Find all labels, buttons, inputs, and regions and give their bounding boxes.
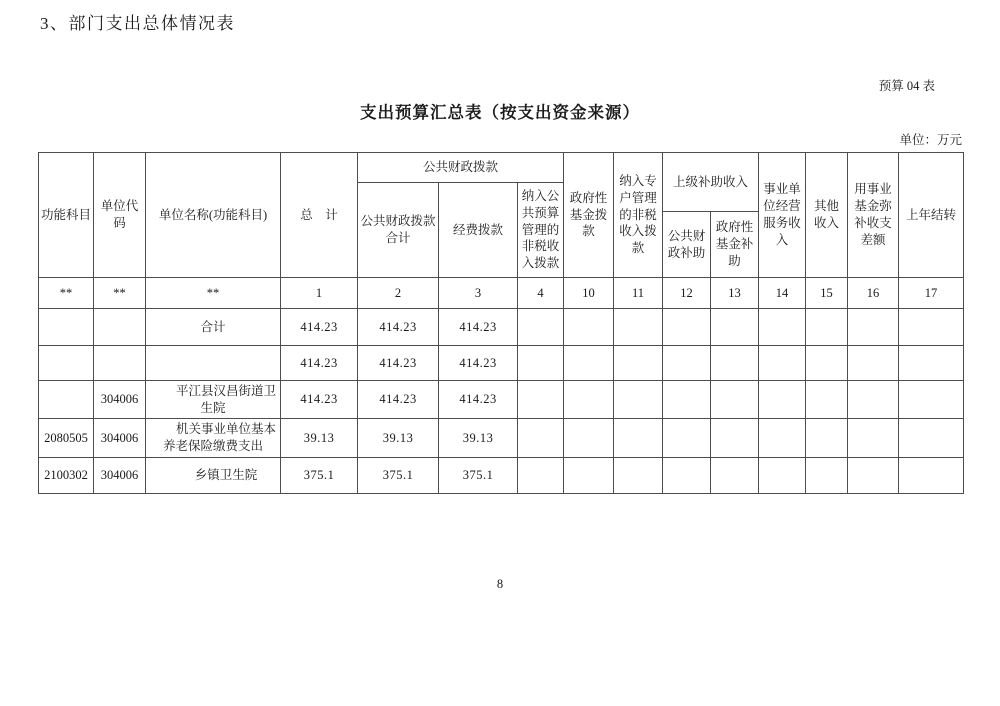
- header-nontax-special-account: 纳入专户管理的非税收入拨款: [614, 153, 663, 278]
- function-code-cell: [39, 381, 94, 419]
- unit-name-cell: 合计: [146, 309, 281, 346]
- table-cell: [564, 458, 614, 494]
- table-cell: [899, 419, 964, 458]
- unit-name-cell: 机关事业单位基本养老保险缴费支出: [146, 419, 281, 458]
- table-cell: [759, 346, 806, 381]
- header-operating-income: 事业单位经营服务收入: [759, 153, 806, 278]
- table-cell: [614, 309, 663, 346]
- table-cell: [518, 346, 564, 381]
- index-cell: 17: [899, 278, 964, 309]
- index-cell: 15: [806, 278, 848, 309]
- index-cell: **: [39, 278, 94, 309]
- table-cell: [848, 309, 899, 346]
- table-cell: [614, 458, 663, 494]
- table-cell: [899, 346, 964, 381]
- index-cell: 11: [614, 278, 663, 309]
- table-cell: [564, 419, 614, 458]
- table-cell: [663, 419, 711, 458]
- index-cell: 1: [281, 278, 358, 309]
- table-cell: [759, 381, 806, 419]
- header-group-public-finance: 公共财政拨款: [358, 153, 564, 183]
- header-row-1: [39, 153, 964, 183]
- table-cell: [564, 346, 614, 381]
- table-row: [39, 419, 964, 458]
- header-public-finance-subtotal: 公共财政拨款合计: [358, 183, 439, 278]
- table-title: 支出预算汇总表（按支出资金来源）: [360, 103, 640, 122]
- table-cell: [663, 346, 711, 381]
- expense-cell: 414.23: [439, 309, 518, 346]
- table-cell: [711, 419, 759, 458]
- table-cell: [518, 381, 564, 419]
- header-group-superior-subsidy: 上级补助收入: [663, 153, 759, 212]
- total-cell: 375.1: [281, 458, 358, 494]
- total-cell: 414.23: [281, 381, 358, 419]
- header-gov-fund-appropriation: 政府性基金拨款: [564, 153, 614, 278]
- unit-code-cell: 304006: [94, 381, 146, 419]
- pf-subtotal-cell: 414.23: [358, 309, 439, 346]
- expense-cell: 39.13: [439, 419, 518, 458]
- unit-code-cell: [94, 309, 146, 346]
- budget-summary-table: [38, 152, 964, 494]
- table-cell: [899, 381, 964, 419]
- page-number: 8: [496, 577, 504, 591]
- unit-code-cell: 304006: [94, 458, 146, 494]
- expense-cell: 414.23: [439, 381, 518, 419]
- function-code-cell: 2080505: [39, 419, 94, 458]
- table-cell: [564, 381, 614, 419]
- table-cell: [518, 309, 564, 346]
- table-cell: [518, 458, 564, 494]
- table-cell: [848, 381, 899, 419]
- unit-name-cell: [146, 346, 281, 381]
- header-unit-name: 单位名称(功能科目): [146, 153, 281, 278]
- unit-code-cell: 304006: [94, 419, 146, 458]
- header-prev-year-carryover: 上年结转: [899, 153, 964, 278]
- header-unit-code: 单位代码: [94, 153, 146, 278]
- table-cell: [711, 346, 759, 381]
- table-cell: [848, 458, 899, 494]
- table-cell: [614, 346, 663, 381]
- total-cell: 39.13: [281, 419, 358, 458]
- unit-name-cell: 平江县汉昌街道卫生院: [146, 381, 281, 419]
- budget-table-code: 预算 04 表: [878, 79, 935, 93]
- header-other-income: 其他收入: [806, 153, 848, 278]
- table-cell: [518, 419, 564, 458]
- unit-code-cell: [94, 346, 146, 381]
- table-cell: [663, 458, 711, 494]
- table-cell: [848, 346, 899, 381]
- table-cell: [759, 458, 806, 494]
- pf-subtotal-cell: 39.13: [358, 419, 439, 458]
- index-cell: 3: [439, 278, 518, 309]
- header-expense-appropriation: 经费拨款: [439, 183, 518, 278]
- index-cell: **: [146, 278, 281, 309]
- table-row: [39, 309, 964, 346]
- header-gov-fund-subsidy: 政府性基金补助: [711, 212, 759, 278]
- table-cell: [663, 309, 711, 346]
- function-code-cell: [39, 346, 94, 381]
- unit-note: 单位：万元: [899, 133, 962, 147]
- table-cell: [711, 458, 759, 494]
- header-nontax-public-budget: 纳入公共预算管理的非税收入拨款: [518, 183, 564, 278]
- pf-subtotal-cell: 414.23: [358, 346, 439, 381]
- index-cell: 2: [358, 278, 439, 309]
- pf-subtotal-cell: 375.1: [358, 458, 439, 494]
- column-index-row: [39, 278, 964, 309]
- index-cell: **: [94, 278, 146, 309]
- section-heading: 3、部门支出总体情况表: [40, 14, 235, 33]
- table-cell: [759, 419, 806, 458]
- table-cell: [899, 458, 964, 494]
- header-fund-deficit-cover: 用事业基金弥补收支差额: [848, 153, 899, 278]
- expense-cell: 414.23: [439, 346, 518, 381]
- table-cell: [806, 346, 848, 381]
- table-cell: [806, 458, 848, 494]
- table-cell: [899, 309, 964, 346]
- table-row: [39, 458, 964, 494]
- table-row: [39, 346, 964, 381]
- index-cell: 16: [848, 278, 899, 309]
- pf-subtotal-cell: 414.23: [358, 381, 439, 419]
- table-cell: [848, 419, 899, 458]
- unit-name-cell: 乡镇卫生院: [146, 458, 281, 494]
- table-cell: [759, 309, 806, 346]
- index-cell: 13: [711, 278, 759, 309]
- total-cell: 414.23: [281, 346, 358, 381]
- function-code-cell: [39, 309, 94, 346]
- header-total: 总 计: [281, 153, 358, 278]
- index-cell: 14: [759, 278, 806, 309]
- table-cell: [711, 309, 759, 346]
- table-cell: [806, 381, 848, 419]
- table-cell: [806, 309, 848, 346]
- table-cell: [564, 309, 614, 346]
- index-cell: 4: [518, 278, 564, 309]
- function-code-cell: 2100302: [39, 458, 94, 494]
- total-cell: 414.23: [281, 309, 358, 346]
- table-cell: [614, 381, 663, 419]
- index-cell: 12: [663, 278, 711, 309]
- header-public-finance-subsidy: 公共财政补助: [663, 212, 711, 278]
- table-row: [39, 381, 964, 419]
- table-cell: [806, 419, 848, 458]
- table-cell: [663, 381, 711, 419]
- expense-cell: 375.1: [439, 458, 518, 494]
- index-cell: 10: [564, 278, 614, 309]
- header-function-subject: 功能科目: [39, 153, 94, 278]
- table-cell: [711, 381, 759, 419]
- table-cell: [614, 419, 663, 458]
